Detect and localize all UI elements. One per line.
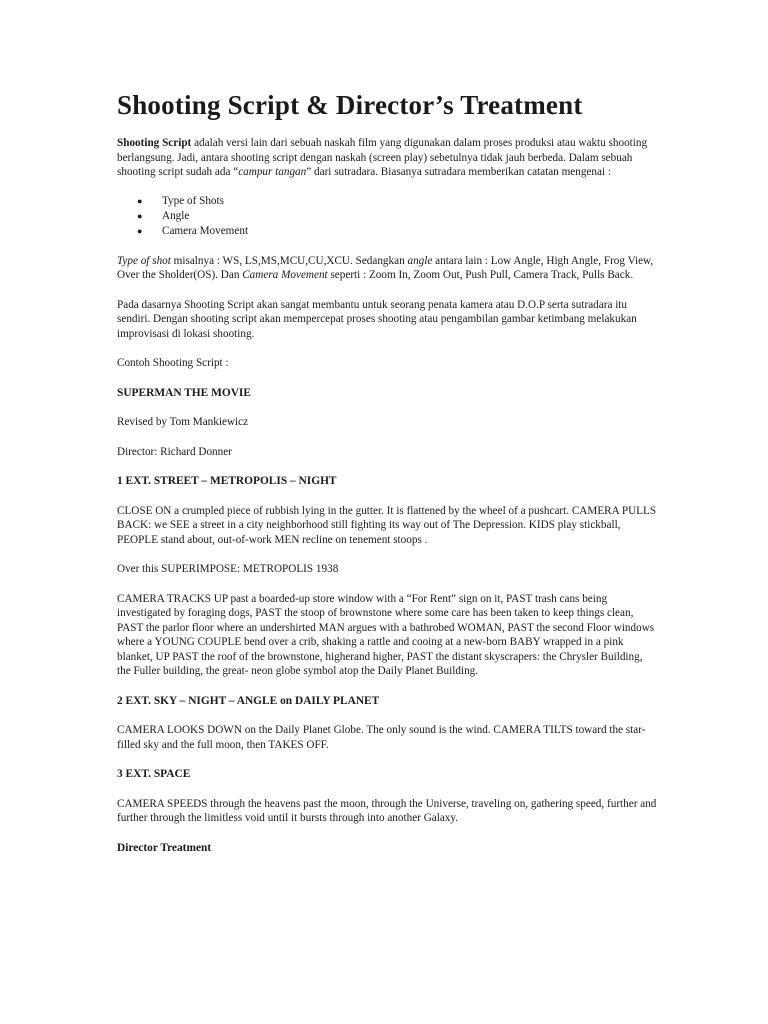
scene-2-action: CAMERA LOOKS DOWN on the Daily Planet Globe. The only sound is the wind. CAMERA TILTS toward the star-filled sky and the full moon, then TAKES OFF. [117, 724, 646, 751]
bullet-icon: ● [137, 195, 143, 206]
list-item [117, 209, 657, 224]
page-title: Shooting Script & Director’s Treatment [117, 90, 583, 120]
dop-paragraph: Pada dasarnya Shooting Script akan sangat membantu untuk seorang penata kamera atau D.O.P serta sutradara itu sendiri. Dengan shooting script akan mempercepat proses shooting atau pengambilan gambar ketimbang melakukan improvisasi di lokasi shooting. [117, 298, 637, 340]
intro-italic: campur tangan [238, 166, 307, 178]
director-credit: Director: Richard Donner [117, 445, 232, 458]
examples-italic-2: angle [407, 254, 433, 267]
document-page [117, 88, 657, 855]
examples-italic-3: Camera Movement [242, 269, 328, 281]
shot-notes-list [117, 194, 657, 239]
bullet-icon: ● [137, 225, 143, 236]
document-body [117, 136, 657, 855]
scene-1-tracks: CAMERA TRACKS UP past a boarded-up store window with a “For Rent” sign on it, PAST trash cans being investigated by foraging dogs, PAST the stoop of brownstone where some care has been taken to keep things clean, PAST the parlor floor where an undershirted MAN argues with a bathrobed WOMAN, PAST the second Floor windows where a YOUNG COUPLE bend over a crib, shaking a rattle and cooing at a new-born BABY wrapped in a pink blanket, UP PAST the roof of the brownstone, higherand higher, PAST the distant skyscrapers: the Chrysler Building, the Fuller building, the great- neon globe symbol atop the Daily Planet Building. [117, 592, 655, 677]
scene-3-heading: 3 EXT. SPACE [117, 768, 191, 780]
examples-text-1: misalnya : WS, LS,MS,MCU,CU,XCU. Sedangkan [170, 254, 408, 267]
examples-text-3: seperti : Zoom In, Zoom Out, Push Pull, Camera Track, Pulls Back. [327, 269, 634, 281]
intro-text-2: ” dari sutradara. Biasanya sutradara memberikan catatan mengenai : [306, 166, 611, 178]
examples-italic-1: Type of shot [117, 254, 171, 267]
intro-paragraph [117, 136, 657, 180]
scene-3-action: CAMERA SPEEDS through the heavens past the moon, through the Universe, traveling on, gathering speed, further and further through the limitless void until it bursts through into another Galaxy. [117, 797, 657, 824]
list-item [117, 194, 657, 209]
scene-2-heading: 2 EXT. SKY – NIGHT – ANGLE on DAILY PLANET [117, 694, 380, 707]
list-item [117, 224, 657, 239]
contoh-label: Contoh Shooting Script : [117, 357, 229, 369]
intro-text-1: adalah versi lain dari sebuah naskah film yang digunakan dalam proses produksi atau waktu shooting berlangsung. Jadi, antara shooting script dengan naskah (screen play) sebetulnya tidak jauh berbeda. Dalam sebuah shooting script sudah ada “ [117, 137, 648, 178]
scene-1-action: CLOSE ON a crumpled piece of rubbish lying in the gutter. It is flattened by the wheel of a pushcart. CAMERA PULLS BACK: we SEE a street in a city neighborhood still fighting its way out of The Depression. KIDS play stickball, PEOPLE stand about, out-of-work MEN recline on tenement stoops . [117, 504, 657, 546]
scene-1-superimpose: Over this SUPERIMPOSE: METROPOLIS 1938 [117, 563, 339, 575]
bullet-icon: ● [137, 210, 143, 221]
list-item-label: Angle [162, 209, 190, 222]
list-item-label: Type of Shots [162, 194, 224, 207]
examples-paragraph [117, 254, 657, 283]
examples-text-2: antara lain : Low Angle, High Angle, Frog View, Over the Sholder(OS). Dan [117, 254, 654, 281]
director-treatment-heading: Director Treatment [117, 841, 212, 854]
script-title: SUPERMAN THE MOVIE [117, 386, 251, 399]
intro-term: Shooting Script [117, 137, 192, 149]
revised-by: Revised by Tom Mankiewicz [117, 416, 249, 428]
scene-1-heading: 1 EXT. STREET – METROPOLIS – NIGHT [117, 475, 337, 487]
list-item-label: Camera Movement [162, 224, 249, 237]
